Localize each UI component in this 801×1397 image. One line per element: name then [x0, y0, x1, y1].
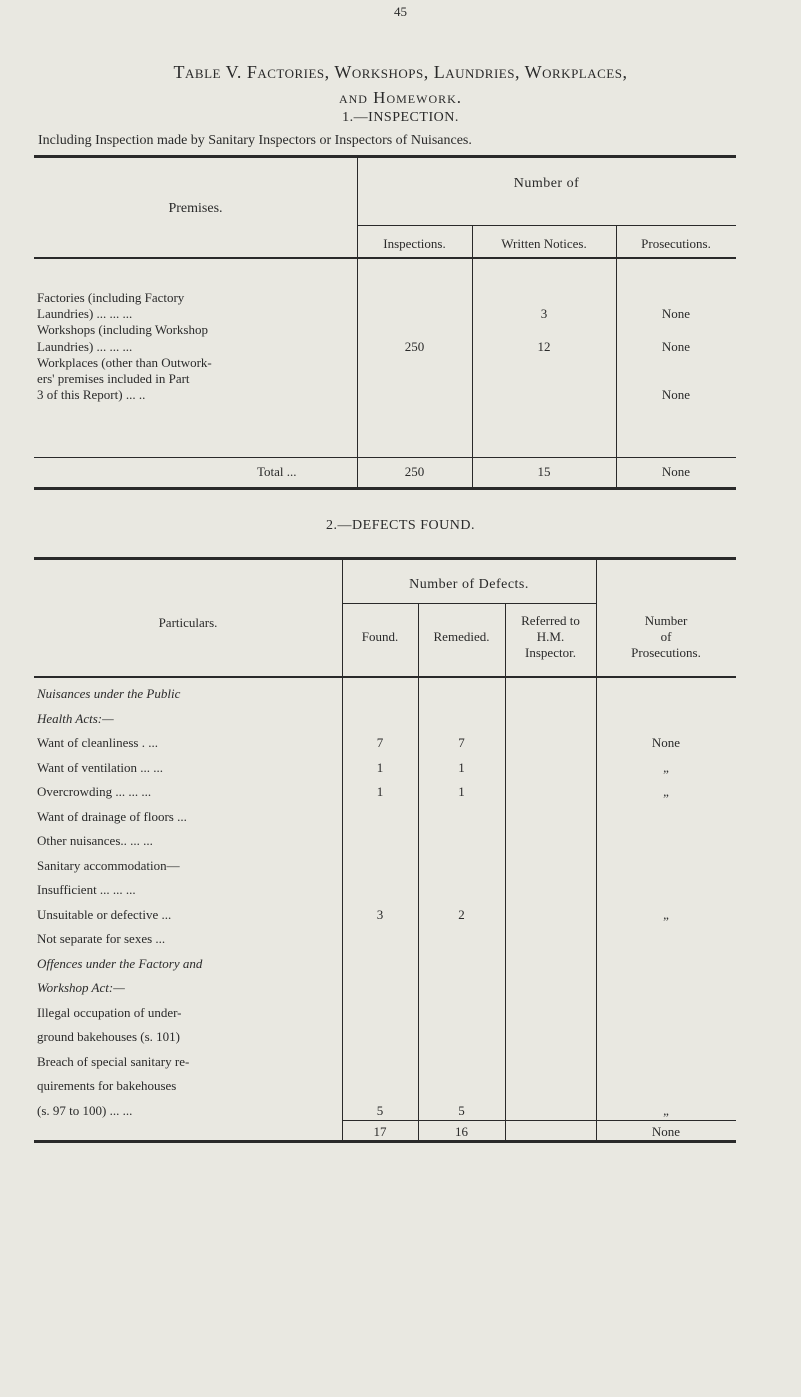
found-value: 1 — [376, 760, 384, 775]
total-notices: 15 — [537, 464, 551, 479]
remedied-value: 1 — [458, 784, 465, 799]
col-referred: H.M. — [536, 629, 565, 644]
page-title-continued: and Homework. — [338, 88, 463, 107]
col-particulars: Particulars. — [158, 615, 218, 630]
col-inspections: Inspections. — [383, 236, 446, 251]
notices-value: 12 — [537, 339, 551, 354]
particular-label: Illegal occupation of under- — [37, 1005, 182, 1020]
col-number-of-defects: Number of Defects. — [409, 577, 529, 592]
prosecutions-value: None — [661, 306, 691, 321]
col-written-notices: Written Notices. — [501, 236, 587, 251]
prosecutions-value: None — [651, 735, 681, 750]
total-prosecutions: None — [651, 1124, 681, 1139]
particular-label: Workshop Act:— — [37, 980, 125, 995]
page-number: 45 — [394, 4, 407, 19]
found-value: 3 — [376, 907, 384, 922]
notices-value: 3 — [540, 306, 548, 321]
row-label: 3 of this Report) ... .. — [37, 387, 146, 402]
row-label: Laundries) ... ... ... — [37, 306, 133, 321]
col-referred: Referred to — [521, 613, 580, 628]
total-found: 17 — [373, 1124, 387, 1139]
inspections-value: 250 — [404, 339, 425, 354]
total-remedied: 16 — [455, 1124, 468, 1139]
particular-label: quirements for bakehouses — [37, 1078, 177, 1093]
particular-label: Want of drainage of floors ... — [37, 809, 187, 824]
page-title: Table V. Factories, Workshops, Laundries, Workplaces, — [173, 62, 628, 82]
remedied-value: 2 — [458, 907, 465, 922]
col-premises: Premises. — [168, 201, 223, 216]
found-value: 5 — [376, 1103, 384, 1118]
particular-label: Want of ventilation ... ... — [37, 760, 164, 775]
col-referred: Inspector. — [525, 645, 576, 660]
col-prosecutions: of — [660, 629, 672, 644]
col-prosecutions: Number — [644, 613, 688, 628]
prosecutions-value: „ — [663, 1103, 669, 1118]
col-prosecutions: Prosecutions. — [631, 645, 701, 660]
prosecutions-value: None — [661, 387, 691, 402]
inspection-heading: 1.—INSPECTION. — [342, 110, 459, 125]
col-found: Found. — [361, 629, 399, 644]
row-label: ers' premises included in Part — [37, 371, 190, 386]
prosecutions-value: „ — [663, 907, 669, 922]
prosecutions-value: None — [661, 339, 691, 354]
particular-label: Other nuisances.. ... ... — [37, 833, 153, 848]
row-label: Laundries) ... ... ... — [37, 339, 133, 354]
particular-label: Sanitary accommodation— — [37, 858, 180, 873]
col-prosecutions: Prosecutions. — [641, 236, 711, 251]
particular-label: Insufficient ... ... ... — [37, 882, 136, 897]
col-number-of: Number of — [513, 176, 580, 191]
found-value: 1 — [376, 784, 384, 799]
particular-label: Breach of special sanitary re- — [37, 1054, 190, 1069]
row-label: Factories (including Factory — [37, 290, 185, 305]
inspection-note: Including Inspection made by Sanitary Inspectors or Inspectors of Nuisances. — [38, 133, 472, 148]
defects-heading: 2.—DEFECTS FOUND. — [326, 518, 475, 533]
particular-label: Overcrowding ... ... ... — [37, 784, 152, 799]
found-value: 7 — [376, 735, 384, 750]
total-prosecutions: None — [661, 464, 691, 479]
remedied-value: 5 — [458, 1103, 465, 1118]
particular-label: ground bakehouses (s. 101) — [37, 1029, 180, 1044]
row-label: Workplaces (other than Outwork- — [37, 355, 212, 370]
total-inspections: 250 — [404, 464, 425, 479]
col-remedied: Remedied. — [433, 629, 490, 644]
prosecutions-value: „ — [663, 760, 669, 775]
particular-label: Want of cleanliness . ... — [37, 735, 158, 750]
particular-label: (s. 97 to 100) ... ... — [37, 1103, 133, 1118]
particular-label: Unsuitable or defective ... — [37, 907, 172, 922]
row-label: Workshops (including Workshop — [37, 322, 208, 337]
particular-label: Health Acts:— — [37, 711, 114, 726]
particular-label: Not separate for sexes ... — [37, 931, 166, 946]
total-label: Total ... — [257, 464, 297, 479]
remedied-value: 7 — [458, 735, 465, 750]
prosecutions-value: „ — [663, 784, 669, 799]
particular-label: Nuisances under the Public — [37, 686, 181, 701]
remedied-value: 1 — [458, 760, 465, 775]
particular-label: Offences under the Factory and — [37, 956, 203, 971]
